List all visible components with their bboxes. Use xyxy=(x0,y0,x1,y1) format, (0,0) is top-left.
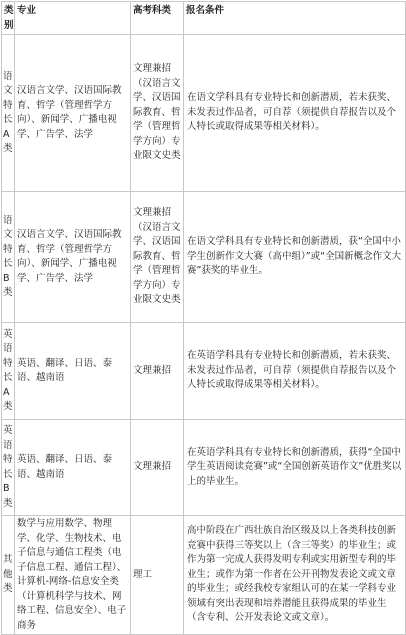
header-requirements: 报名条件 xyxy=(184,2,406,35)
table-row xyxy=(2,516,406,635)
table-row xyxy=(2,420,406,516)
category-cell: 语文特长B类 xyxy=(2,192,15,323)
majors-cell: 汉语言文学、汉语国际教育、哲学（管理哲学方向）、新闻学、广播电视学、广告学、法学 xyxy=(15,192,131,323)
category-cell: 其他类 xyxy=(2,516,15,635)
requirements-cell: 在语文学科具有专业特长和创新潜质，若未获奖、未发表过作品者，可自荐（须提供自荐报告以及个人特长或取得成果等相关材料）。 xyxy=(184,35,406,192)
category-cell: 语文特长A类 xyxy=(2,35,15,192)
subject-type-cell: 文理兼招（汉语言文学、汉语国际教育、哲学（管理哲学方向）专业限文史类 xyxy=(131,192,184,323)
category-cell: 英语特长A类 xyxy=(2,323,15,420)
requirements-cell: 在英语学科具有专业特长和创新潜质，若未获奖、未发表过作品者，可自荐（须提供自荐报告以及个人特长或取得成果等相关材料）。 xyxy=(184,323,406,420)
header-majors: 专业 xyxy=(15,2,131,35)
requirements-cell: 高中阶段在广西壮族自治区级及以上各类科技创新竞赛中获得三等奖以上（含三等奖）的毕业生；或作为第一完成人获得发明专利或实用新型专利的毕业生；或作为第一作者在公开刊物发表论文或文章的毕业生；或经我校专家组认可的在某一学科专业领域有突出表现和培养潜能且获得成果的毕业生（含专利、公开发表论文或文章）。 xyxy=(184,516,406,635)
subject-type-cell: 理工 xyxy=(131,516,184,635)
table-header-row xyxy=(2,2,406,35)
majors-cell: 汉语言文学、汉语国际教育、哲学（管理哲学方向）、新闻学、广播电视学、广告学、法学 xyxy=(15,35,131,192)
header-subject-type: 高考科类 xyxy=(131,2,184,35)
table-row xyxy=(2,192,406,323)
subject-type-cell: 文理兼招（汉语言文学、汉语国际教育、哲学（管理哲学方向）专业限文史类 xyxy=(131,35,184,192)
header-category: 类别 xyxy=(2,2,15,35)
requirements-cell: 在英语学科具有专业特长和创新潜质，获得“全国中学生英语阅读竞赛”或“全国创新英语作文”优胜奖以上的毕业生。 xyxy=(184,420,406,516)
category-cell: 英语特长B类 xyxy=(2,420,15,516)
table-row xyxy=(2,35,406,192)
subject-type-cell: 文理兼招 xyxy=(131,420,184,516)
majors-cell: 英语、翻译、日语、泰语、越南语 xyxy=(15,420,131,516)
subject-type-cell: 文理兼招 xyxy=(131,323,184,420)
table-row xyxy=(2,323,406,420)
admission-requirements-table xyxy=(1,1,406,635)
majors-cell: 英语、翻译、日语、泰语、越南语 xyxy=(15,323,131,420)
requirements-cell: 在语文学科具有专业特长和创新潜质，获“全国中小学生创新作文大赛（高中组）”或“全国新概念作文大赛”获奖的毕业生。 xyxy=(184,192,406,323)
majors-cell: 数学与应用数学、物理学、化学、生物技术、电子信息与通信工程类（电子信息工程、通信工程）、计算机-网络-信息安全类（计算机科学与技术、网络工程、信息安全）、电子商务 xyxy=(15,516,131,635)
